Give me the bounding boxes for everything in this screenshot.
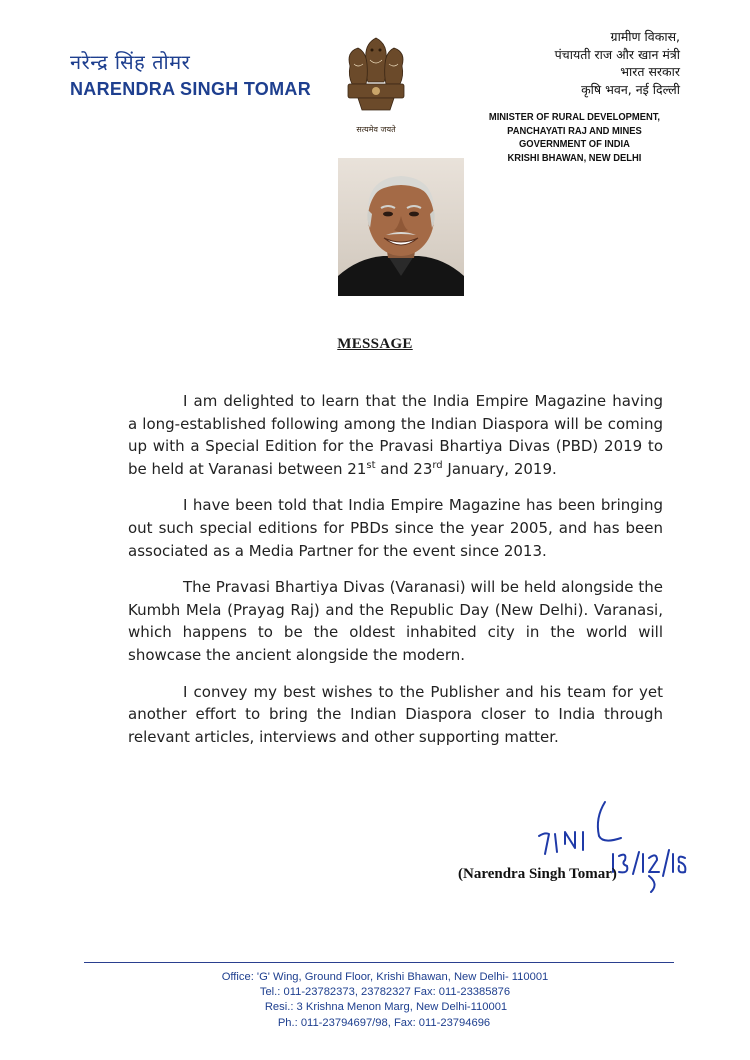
designation-english-line: KRISHI BHAWAN, NEW DELHI [507,152,642,164]
minister-portrait-photo [338,158,464,296]
minister-name-hindi: नरेन्द्र सिंह तोमर [70,50,191,74]
message-paragraph [128,390,663,480]
designation-english [489,111,660,165]
ordinal-suffix: st [366,459,376,471]
message-body [128,390,663,762]
designation-hindi-line: कृषि भवन, नई दिल्ली [581,81,680,97]
signatory-name: (Narendra Singh Tomar) [458,866,617,882]
designation-hindi-line: भारत सरकार [620,64,680,79]
footer-address [0,970,750,1031]
footer-divider [84,962,674,963]
paragraph-text: and 23 [375,459,433,478]
paragraph-text: I am delighted to learn that the India Empire Magazine having a long-established following among the Indian Diaspora will be coming up with a Special Edition for the Pravasi Bhartiya Divas (PBD) 2019 to be held at Varanasi between 21 [128,392,663,478]
designation-english-line: GOVERNMENT OF INDIA [518,139,630,150]
message-paragraph: The Pravasi Bhartiya Divas (Varanasi) will be held alongside the Kumbh Mela (Prayag Raj) and the Republic Day (New Delhi). Varanasi, which happens to be the oldest inhabited city in the world will showcase the ancient alongside the modern. [128,578,663,664]
office-phone: Tel.: 011-23782373, 23782327 Fax: 011-23385876 [259,986,511,999]
designation-english-line: MINISTER OF RURAL DEVELOPMENT, [488,112,660,123]
ordinal-suffix: rd [432,459,443,471]
designation-hindi [555,28,680,98]
residence-phone: Ph.: 011-23794697/98, Fax: 011-23794696 [277,1016,491,1029]
residence-address: Resi.: 3 Krishna Menon Marg, New Delhi-110001 [264,1001,508,1014]
message-paragraph: I have been told that India Empire Magazine has been bringing out such special editions for PBDs since the year 2005, and has been associated as a Media Partner for the event since 2013. [128,496,663,560]
office-address: Office: 'G' Wing, Ground Floor, Krishi Bhawan, New Delhi- 110001 [221,971,549,983]
designation-hindi-line: ग्रामीण विकास, [610,29,680,44]
national-emblem [336,30,416,138]
ashoka-lion-emblem-icon [336,30,416,122]
paragraph-text: January, 2019. [442,459,557,478]
message-paragraph: I convey my best wishes to the Publisher and his team for yet another effort to bring the Indian Diaspora closer to India through relevant articles, interviews and other supporting matter. [128,682,663,746]
designation-english-line: PANCHAYATI RAJ AND MINES [507,125,642,137]
designation-hindi-line: पंचायती राज और खान मंत्री [554,46,680,62]
message-heading: MESSAGE [337,336,413,352]
minister-name-english: NARENDRA SINGH TOMAR [70,79,312,99]
emblem-motto: सत्यमेव जयते [356,125,396,134]
